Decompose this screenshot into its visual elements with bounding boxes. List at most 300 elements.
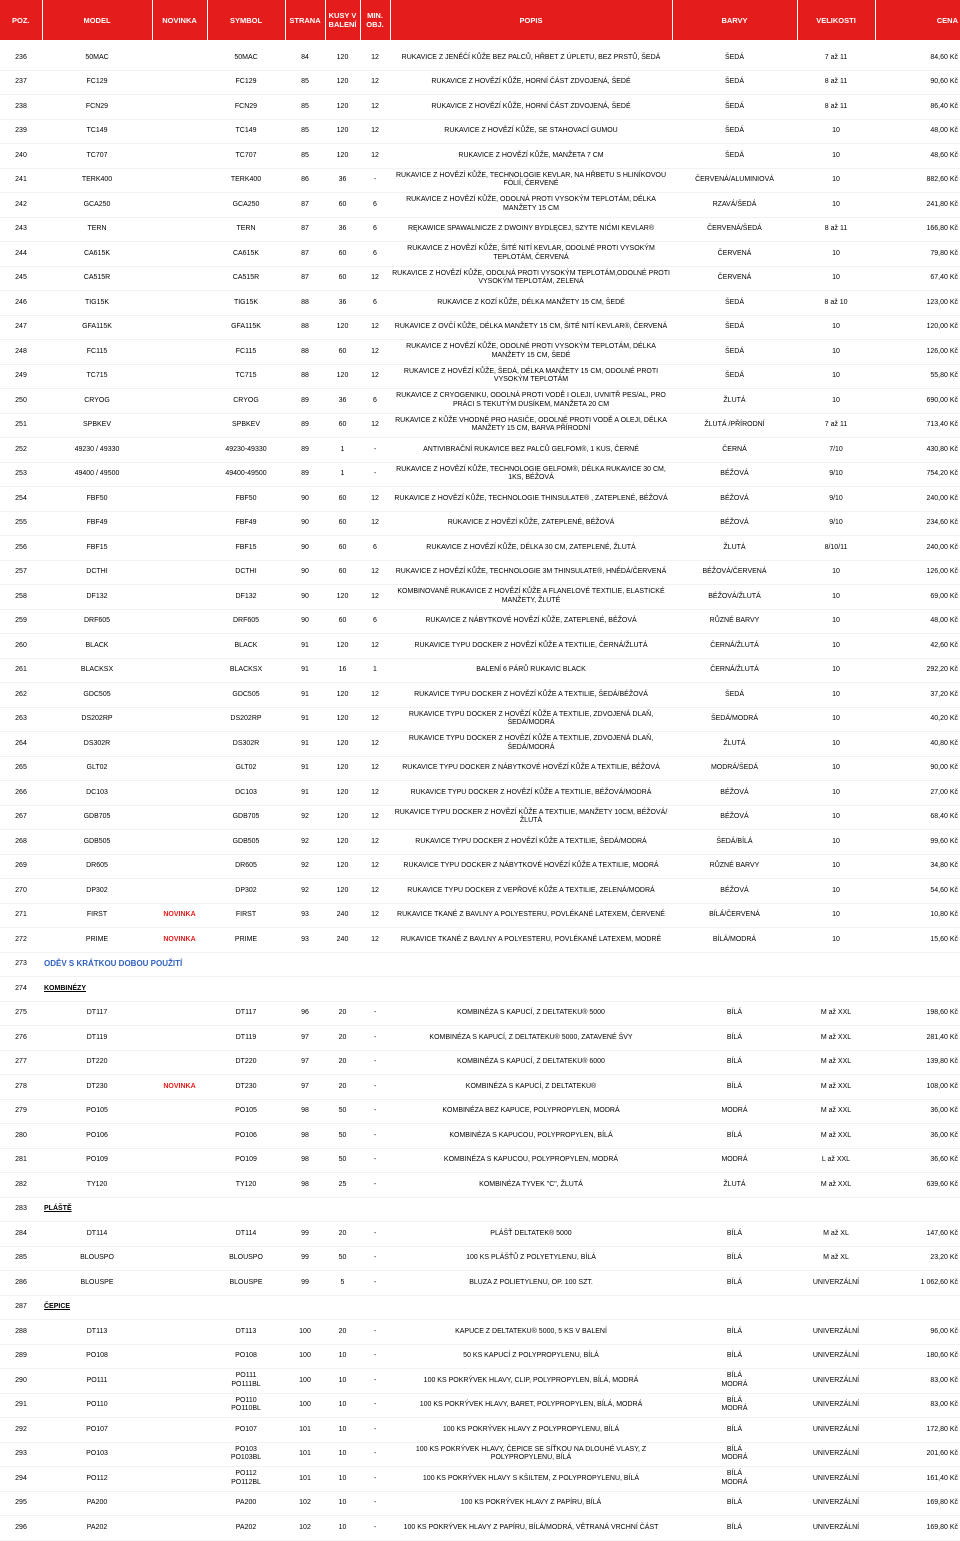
cell-cena: 166,80 Kč: [875, 217, 960, 242]
table-row: [0, 1148, 960, 1173]
cell-novinka: [152, 1393, 207, 1418]
col-cena: CENA: [875, 0, 960, 40]
cell-model: TERN: [42, 217, 152, 242]
cell-cena: 67,40 Kč: [875, 266, 960, 291]
cell-velikosti: M až XXL: [797, 1001, 875, 1026]
cell-novinka: [152, 70, 207, 95]
cell-popis: BLUZA Z POLIETYLENU, OP. 100 SZT.: [390, 1271, 672, 1296]
cell-kusy: 120: [325, 634, 360, 659]
cell-min: 12: [360, 413, 390, 438]
cell-barvy: ŠEDÁ: [672, 95, 797, 120]
cell-min: 6: [360, 242, 390, 267]
cell-velikosti: 9/10: [797, 511, 875, 536]
cell-barvy: BÍLÁ/MODRÁ: [672, 928, 797, 953]
cell-velikosti: 10: [797, 634, 875, 659]
cell-min: -: [360, 1393, 390, 1418]
cell-barvy: ŠEDÁ: [672, 683, 797, 708]
cell-velikosti: 10: [797, 830, 875, 855]
cell-cena: 201,60 Kč: [875, 1442, 960, 1467]
cell-model: GLT02: [42, 756, 152, 781]
table-row: [0, 1173, 960, 1198]
cell-strana: 92: [285, 830, 325, 855]
cell-kusy: 10: [325, 1418, 360, 1443]
cell-novinka: [152, 291, 207, 316]
table-row: [0, 1418, 960, 1443]
cell-symbol: TERK400: [207, 168, 285, 193]
cell-popis: RUKAVICE Z HOVĚZÍ KŮŽE, TECHNOLOGIE THINSULATE® , ZATEPLENÉ, BÉŽOVÁ: [390, 487, 672, 512]
cell-velikosti: 10: [797, 609, 875, 634]
cell-model: PO103: [42, 1442, 152, 1467]
cell-kusy: 20: [325, 1050, 360, 1075]
cell-symbol: GCA250: [207, 193, 285, 218]
table-row: [0, 1516, 960, 1541]
section-title: ODĚV S KRÁTKOU DOBOU POUŽITÍ: [42, 952, 960, 977]
cell-cena: 42,60 Kč: [875, 634, 960, 659]
table-row: [0, 560, 960, 585]
cell-poz: 269: [0, 854, 42, 879]
table-row: [0, 1026, 960, 1051]
cell-cena: 27,00 Kč: [875, 781, 960, 806]
cell-poz: 248: [0, 340, 42, 365]
cell-popis: 100 KS POKRÝVEK HLAVY S KŠILTEM, Z POLYPROPYLENU, BÍLÁ: [390, 1467, 672, 1492]
cell-model: GDB505: [42, 830, 152, 855]
cell-poz: 279: [0, 1099, 42, 1124]
table-row: [0, 193, 960, 218]
cell-novinka: [152, 634, 207, 659]
cell-kusy: 60: [325, 413, 360, 438]
cell-barvy: BÍLÁ: [672, 1075, 797, 1100]
section-row: [0, 952, 960, 977]
cell-popis: RUKAVICE TKANÉ Z BAVLNY A POLYESTERU, POVLÉKANÉ LATEXEM, MODRÉ: [390, 928, 672, 953]
table-row: [0, 854, 960, 879]
cell-strana: 100: [285, 1320, 325, 1345]
cell-kusy: 240: [325, 928, 360, 953]
cell-kusy: 120: [325, 70, 360, 95]
cell-kusy: 10: [325, 1442, 360, 1467]
cell-kusy: 120: [325, 781, 360, 806]
cell-popis: RUKAVICE TYPU DOCKER Z NÁBYTKOVÉ HOVĚZÍ KŮŽE A TEXTILIE, MODRÁ: [390, 854, 672, 879]
cell-symbol: FCN29: [207, 95, 285, 120]
table-row: [0, 242, 960, 267]
cell-kusy: 20: [325, 1001, 360, 1026]
cell-barvy: BÉŽOVÁ: [672, 511, 797, 536]
cell-velikosti: UNIVERZÁLNÍ: [797, 1344, 875, 1369]
cell-popis: RUKAVICE TYPU DOCKER Z HOVĚZÍ KŮŽE A TEXTILIE, BÉŽOVÁ/MODRÁ: [390, 781, 672, 806]
cell-min: 12: [360, 707, 390, 732]
cell-symbol: TERN: [207, 217, 285, 242]
cell-min: 12: [360, 511, 390, 536]
cell-velikosti: 9/10: [797, 462, 875, 487]
cell-strana: 90: [285, 560, 325, 585]
cell-symbol: DF132: [207, 585, 285, 610]
cell-novinka: [152, 756, 207, 781]
cell-strana: 87: [285, 266, 325, 291]
cell-cena: 639,60 Kč: [875, 1173, 960, 1198]
table-row: [0, 1369, 960, 1394]
cell-velikosti: 10: [797, 805, 875, 830]
cell-popis: RUKAVICE Z CRYOGENIKU, ODOLNÁ PROTI VODĚ I OLEJI, UVNITŘ PES/AL, PRO PRÁCI S TEKUTÝM DUSÍKEM, MANŽETA 20 CM: [390, 389, 672, 414]
cell-kusy: 60: [325, 536, 360, 561]
cell-poz: 276: [0, 1026, 42, 1051]
cell-symbol: DR605: [207, 854, 285, 879]
cell-cena: 241,80 Kč: [875, 193, 960, 218]
cell-symbol: DT117: [207, 1001, 285, 1026]
cell-poz: 254: [0, 487, 42, 512]
cell-barvy: BÍLÁ MODRÁ: [672, 1393, 797, 1418]
cell-novinka: [152, 683, 207, 708]
cell-poz: 257: [0, 560, 42, 585]
cell-symbol: PRIME: [207, 928, 285, 953]
table-row: [0, 70, 960, 95]
cell-min: 12: [360, 487, 390, 512]
cell-model: DT119: [42, 1026, 152, 1051]
cell-novinka: [152, 119, 207, 144]
cell-cena: 83,00 Kč: [875, 1369, 960, 1394]
cell-cena: 120,00 Kč: [875, 315, 960, 340]
cell-popis: 100 KS POKRÝVEK HLAVY Z PAPÍRU, BÍLÁ: [390, 1491, 672, 1516]
cell-novinka: [152, 1246, 207, 1271]
cell-barvy: RZAVÁ/ŠEDÁ: [672, 193, 797, 218]
cell-cena: 234,60 Kč: [875, 511, 960, 536]
cell-popis: RUKAVICE TYPU DOCKER Z HOVĚZÍ KŮŽE A TEXTILIE, ZDVOJENÁ DLAŇ, ŠEDÁ/MODRÁ: [390, 707, 672, 732]
cell-strana: 91: [285, 683, 325, 708]
cell-barvy: ŠEDÁ: [672, 315, 797, 340]
cell-novinka: [152, 1222, 207, 1247]
section-title: PLÁŠTĚ: [42, 1197, 960, 1222]
cell-strana: 99: [285, 1246, 325, 1271]
cell-cena: 690,00 Kč: [875, 389, 960, 414]
cell-symbol: PO105: [207, 1099, 285, 1124]
cell-strana: 98: [285, 1124, 325, 1149]
cell-cena: 48,00 Kč: [875, 119, 960, 144]
cell-kusy: 25: [325, 1173, 360, 1198]
cell-symbol: TC715: [207, 364, 285, 389]
cell-novinka: [152, 781, 207, 806]
cell-novinka: [152, 242, 207, 267]
cell-cena: 96,00 Kč: [875, 1320, 960, 1345]
table-row: [0, 585, 960, 610]
cell-poz: 258: [0, 585, 42, 610]
table-row: [0, 364, 960, 389]
cell-symbol: FBF50: [207, 487, 285, 512]
cell-novinka: [152, 1516, 207, 1541]
cell-cena: 79,80 Kč: [875, 242, 960, 267]
cell-min: -: [360, 1246, 390, 1271]
cell-kusy: 120: [325, 144, 360, 169]
cell-strana: 91: [285, 634, 325, 659]
cell-strana: 93: [285, 928, 325, 953]
cell-cena: 172,80 Kč: [875, 1418, 960, 1443]
cell-popis: RUKAVICE TKANÉ Z BAVLNY A POLYESTERU, POVLÉKANÉ LATEXEM, ČERVENÉ: [390, 903, 672, 928]
cell-poz: 287: [0, 1295, 42, 1320]
cell-poz: 292: [0, 1418, 42, 1443]
cell-kusy: 1: [325, 462, 360, 487]
cell-min: 1: [360, 658, 390, 683]
cell-model: CA515R: [42, 266, 152, 291]
cell-popis: RUKAVICE Z HOVĚZÍ KŮŽE, HORNÍ ČÁST ZDVOJENÁ, ŠEDÉ: [390, 70, 672, 95]
cell-novinka: [152, 1148, 207, 1173]
cell-model: SPBKEV: [42, 413, 152, 438]
cell-barvy: ŠEDÁ: [672, 70, 797, 95]
cell-strana: 87: [285, 242, 325, 267]
cell-novinka: [152, 1320, 207, 1345]
cell-strana: 84: [285, 46, 325, 70]
cell-cena: 10,80 Kč: [875, 903, 960, 928]
cell-velikosti: 10: [797, 903, 875, 928]
cell-novinka: [152, 511, 207, 536]
cell-popis: KOMBINÉZA BEZ KAPUCE, POLYPROPYLEN, MODRÁ: [390, 1099, 672, 1124]
cell-symbol: PO108: [207, 1344, 285, 1369]
cell-symbol: PO107: [207, 1418, 285, 1443]
cell-min: 12: [360, 756, 390, 781]
cell-kusy: 60: [325, 487, 360, 512]
cell-cena: 882,60 Kč: [875, 168, 960, 193]
table-row: [0, 609, 960, 634]
cell-popis: KOMBINÉZA S KAPUCOU, POLYPROPYLEN, BÍLÁ: [390, 1124, 672, 1149]
cell-novinka: [152, 1467, 207, 1492]
cell-poz: 241: [0, 168, 42, 193]
cell-symbol: DRF605: [207, 609, 285, 634]
cell-barvy: ČERVENÁ/ALUMINIOVÁ: [672, 168, 797, 193]
cell-model: GDC505: [42, 683, 152, 708]
cell-poz: 252: [0, 438, 42, 463]
cell-popis: RUKAVICE Z HOVĚZÍ KŮŽE, TECHNOLOGIE 3M THINSULATE®, HNĚDÁ/ČERVENÁ: [390, 560, 672, 585]
cell-novinka: [152, 46, 207, 70]
cell-barvy: ŠEDÁ: [672, 291, 797, 316]
cell-kusy: 120: [325, 756, 360, 781]
cell-min: -: [360, 1099, 390, 1124]
cell-barvy: BÍLÁ: [672, 1001, 797, 1026]
cell-popis: RUKAVICE Z HOVĚZÍ KŮŽE, ODOLNÁ PROTI VYSOKÝM TEPLOTÁM, DÉLKA MANŽETY 15 CM: [390, 193, 672, 218]
cell-novinka: [152, 315, 207, 340]
cell-poz: 273: [0, 952, 42, 977]
cell-kusy: 20: [325, 1075, 360, 1100]
cell-barvy: BÍLÁ: [672, 1271, 797, 1296]
cell-velikosti: 10: [797, 732, 875, 757]
cell-popis: RUKAVICE Z HOVĚZÍ KŮŽE, ODOLNÉ PROTI VYSOKÝM TEPLOTÁM, DÉLKA MANŽETY 15 CM, ŠEDÉ: [390, 340, 672, 365]
cell-velikosti: 10: [797, 242, 875, 267]
cell-poz: 268: [0, 830, 42, 855]
cell-popis: RUKAVICE Z KOZÍ KŮŽE, DÉLKA MANŽETY 15 CM, ŠEDÉ: [390, 291, 672, 316]
cell-novinka: NOVINKA: [152, 1075, 207, 1100]
cell-popis: KAPUCE Z DELTATEKU® 5000, 5 KS V BALENÍ: [390, 1320, 672, 1345]
cell-novinka: [152, 1001, 207, 1026]
cell-strana: 98: [285, 1148, 325, 1173]
table-row: [0, 1124, 960, 1149]
cell-poz: 237: [0, 70, 42, 95]
cell-popis: KOMBINÉZA S KAPUCÍ, Z DELTATEKU® 6000: [390, 1050, 672, 1075]
cell-barvy: ŠEDÁ/BÍLÁ: [672, 830, 797, 855]
cell-strana: 85: [285, 95, 325, 120]
cell-strana: 88: [285, 364, 325, 389]
cell-popis: RUKAVICE TYPU DOCKER Z HOVĚZÍ KŮŽE A TEXTILIE, ŠEDÁ/BÉŽOVÁ: [390, 683, 672, 708]
cell-model: DT220: [42, 1050, 152, 1075]
cell-velikosti: UNIVERZÁLNÍ: [797, 1369, 875, 1394]
cell-velikosti: 7/10: [797, 438, 875, 463]
cell-kusy: 60: [325, 242, 360, 267]
table-row: [0, 830, 960, 855]
cell-velikosti: 7 až 11: [797, 413, 875, 438]
cell-min: 12: [360, 119, 390, 144]
cell-min: 12: [360, 585, 390, 610]
cell-novinka: [152, 1099, 207, 1124]
table-row: [0, 1344, 960, 1369]
cell-barvy: BÍLÁ: [672, 1320, 797, 1345]
cell-min: -: [360, 462, 390, 487]
cell-min: 12: [360, 144, 390, 169]
cell-strana: 93: [285, 903, 325, 928]
cell-velikosti: 10: [797, 707, 875, 732]
cell-model: PA200: [42, 1491, 152, 1516]
cell-barvy: BÍLÁ: [672, 1026, 797, 1051]
table-row: [0, 634, 960, 659]
cell-popis: RUKAVICE Z HOVĚZÍ KŮŽE, DÉLKA 30 CM, ZATEPLENÉ, ŽLUTÁ: [390, 536, 672, 561]
cell-min: 12: [360, 266, 390, 291]
cell-min: -: [360, 1516, 390, 1541]
cell-novinka: [152, 1344, 207, 1369]
cell-strana: 89: [285, 462, 325, 487]
cell-model: CA615K: [42, 242, 152, 267]
cell-kusy: 20: [325, 1222, 360, 1247]
cell-barvy: BÉŽOVÁ/ČERVENÁ: [672, 560, 797, 585]
cell-model: TERK400: [42, 168, 152, 193]
cell-barvy: ČERVENÁ: [672, 242, 797, 267]
cell-strana: 89: [285, 389, 325, 414]
cell-model: TIG15K: [42, 291, 152, 316]
cell-min: 12: [360, 928, 390, 953]
cell-min: 12: [360, 634, 390, 659]
cell-symbol: DS202RP: [207, 707, 285, 732]
cell-cena: 23,20 Kč: [875, 1246, 960, 1271]
col-model: MODEL: [42, 0, 152, 40]
cell-min: -: [360, 1320, 390, 1345]
cell-symbol: BLOUSPE: [207, 1271, 285, 1296]
cell-min: 12: [360, 315, 390, 340]
table-row: [0, 340, 960, 365]
cell-velikosti: 10: [797, 756, 875, 781]
cell-cena: 68,40 Kč: [875, 805, 960, 830]
cell-poz: 294: [0, 1467, 42, 1492]
cell-cena: 34,80 Kč: [875, 854, 960, 879]
cell-strana: 91: [285, 756, 325, 781]
cell-cena: 83,00 Kč: [875, 1393, 960, 1418]
col-min: MIN. OBJ.: [360, 0, 390, 40]
cell-symbol: DP302: [207, 879, 285, 904]
cell-novinka: [152, 389, 207, 414]
cell-velikosti: UNIVERZÁLNÍ: [797, 1491, 875, 1516]
cell-symbol: DC103: [207, 781, 285, 806]
cell-symbol: FC115: [207, 340, 285, 365]
cell-barvy: ŽLUTÁ /PŘÍRODNÍ: [672, 413, 797, 438]
cell-novinka: [152, 193, 207, 218]
cell-novinka: [152, 462, 207, 487]
cell-popis: RUKAVICE Z HOVĚZÍ KŮŽE, SE STAHOVACÍ GUMOU: [390, 119, 672, 144]
cell-velikosti: 10: [797, 315, 875, 340]
cell-popis: 100 KS PLÁŠŤŮ Z POLYETYLENU, BÍLÁ: [390, 1246, 672, 1271]
cell-symbol: DT113: [207, 1320, 285, 1345]
cell-popis: RUKAVICE Z HOVĚZÍ KŮŽE, TECHNOLOGIE KEVLAR, NA HŘBETU S HLINÍKOVOU FÓLIÍ, ČERVENÉ: [390, 168, 672, 193]
cell-symbol: GLT02: [207, 756, 285, 781]
cell-popis: KOMBINÉZA S KAPUCÍ, Z DELTATEKU® 5000, ZATAVENÉ ŠVY: [390, 1026, 672, 1051]
cell-symbol: DT230: [207, 1075, 285, 1100]
cell-poz: 271: [0, 903, 42, 928]
cell-velikosti: M až XL: [797, 1222, 875, 1247]
cell-novinka: [152, 144, 207, 169]
cell-cena: 48,00 Kč: [875, 609, 960, 634]
cell-cena: 54,60 Kč: [875, 879, 960, 904]
cell-kusy: 120: [325, 315, 360, 340]
cell-novinka: [152, 217, 207, 242]
col-barvy: BARVY: [672, 0, 797, 40]
cell-model: FBF49: [42, 511, 152, 536]
cell-strana: 96: [285, 1001, 325, 1026]
cell-barvy: RŮZNÉ BARVY: [672, 854, 797, 879]
section-title: ČEPICE: [42, 1295, 960, 1320]
cell-model: TC715: [42, 364, 152, 389]
cell-min: -: [360, 1001, 390, 1026]
cell-min: 12: [360, 683, 390, 708]
cell-poz: 278: [0, 1075, 42, 1100]
cell-symbol: PO111 PO111BL: [207, 1369, 285, 1394]
cell-poz: 270: [0, 879, 42, 904]
cell-model: DS302R: [42, 732, 152, 757]
cell-poz: 289: [0, 1344, 42, 1369]
cell-kusy: 10: [325, 1491, 360, 1516]
cell-poz: 249: [0, 364, 42, 389]
cell-poz: 246: [0, 291, 42, 316]
cell-poz: 285: [0, 1246, 42, 1271]
cell-velikosti: M až XXL: [797, 1026, 875, 1051]
cell-symbol: BLOUSPO: [207, 1246, 285, 1271]
cell-poz: 282: [0, 1173, 42, 1198]
cell-popis: 100 KS POKRÝVEK HLAVY Z POLYPROPYLENU, BÍLÁ: [390, 1418, 672, 1443]
cell-poz: 250: [0, 389, 42, 414]
cell-kusy: 36: [325, 389, 360, 414]
cell-symbol: DT220: [207, 1050, 285, 1075]
cell-popis: RUKAVICE Z HOVĚZÍ KŮŽE, MANŽETA 7 CM: [390, 144, 672, 169]
cell-kusy: 60: [325, 609, 360, 634]
cell-poz: 262: [0, 683, 42, 708]
cell-kusy: 120: [325, 95, 360, 120]
cell-popis: RĘKAWICE SPAWALNICZE Z DWOINY BYDLĘCEJ, SZYTE NIĆMI KEVLAR®: [390, 217, 672, 242]
col-symbol: SYMBOL: [207, 0, 285, 40]
cell-popis: RUKAVICE Z KŮŽE VHODNÉ PRO HASIČE, ODOLNÉ PROTI VODĚ A OLEJI, DÉLKA MANŽETY 15 CM, BARVA PŘÍRODNÍ: [390, 413, 672, 438]
table-row: [0, 1075, 960, 1100]
cell-model: 49230 / 49330: [42, 438, 152, 463]
cell-cena: 147,60 Kč: [875, 1222, 960, 1247]
cell-velikosti: 10: [797, 854, 875, 879]
col-poz: POZ.: [0, 0, 42, 40]
cell-strana: 87: [285, 217, 325, 242]
cell-popis: RUKAVICE Z HOVĚZÍ KŮŽE, TECHNOLOGIE GELFOM®, DÉLKA RUKAVICE 30 CM, 1KS, BÉŽOVÁ: [390, 462, 672, 487]
cell-strana: 91: [285, 732, 325, 757]
cell-min: 12: [360, 46, 390, 70]
cell-cena: 281,40 Kč: [875, 1026, 960, 1051]
cell-cena: 713,40 Kč: [875, 413, 960, 438]
cell-popis: RUKAVICE TYPU DOCKER Z NÁBYTKOVÉ HOVĚZÍ KŮŽE A TEXTILIE, BÉŽOVÁ: [390, 756, 672, 781]
cell-model: FIRST: [42, 903, 152, 928]
cell-poz: 266: [0, 781, 42, 806]
cell-poz: 259: [0, 609, 42, 634]
cell-strana: 88: [285, 340, 325, 365]
cell-min: 12: [360, 903, 390, 928]
cell-strana: 92: [285, 805, 325, 830]
cell-min: 12: [360, 70, 390, 95]
cell-barvy: BÉŽOVÁ: [672, 781, 797, 806]
cell-strana: 86: [285, 168, 325, 193]
cell-strana: 90: [285, 487, 325, 512]
cell-model: TC707: [42, 144, 152, 169]
